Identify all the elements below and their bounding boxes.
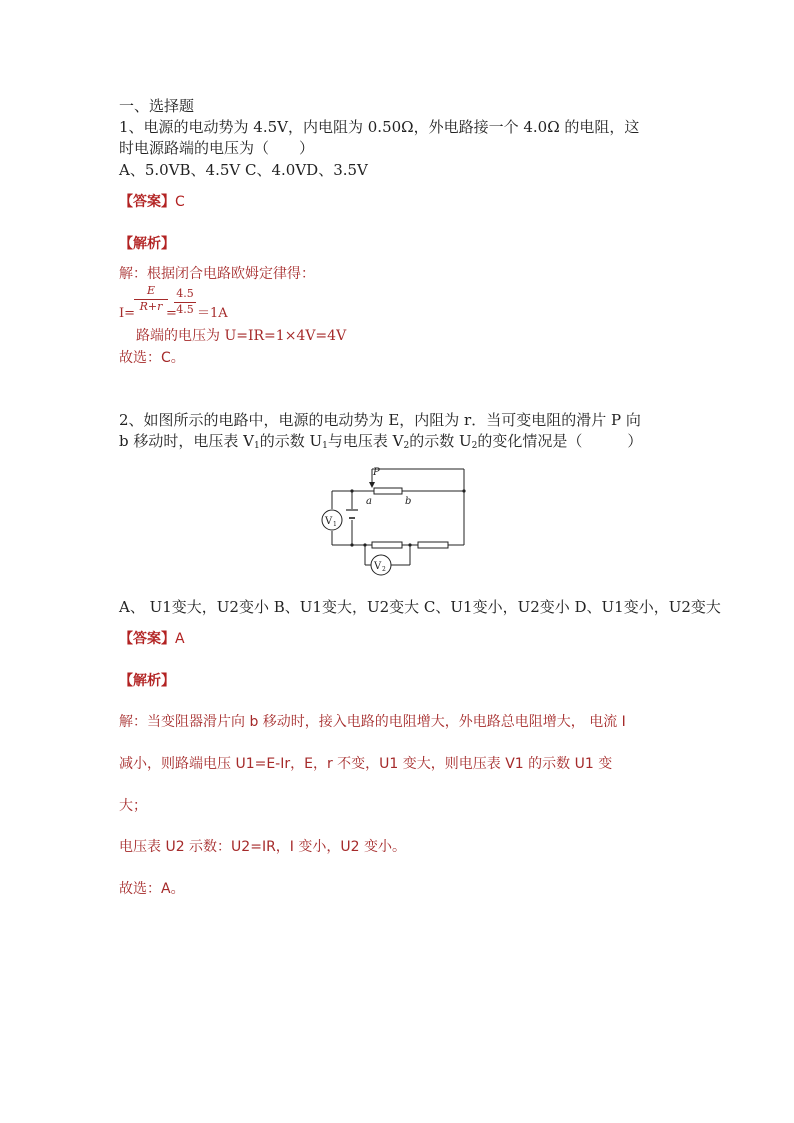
label-p: P: [373, 467, 380, 478]
q2-stem-text-c: 与电压表 V: [327, 432, 404, 450]
resistor-1: [372, 542, 402, 548]
q2-answer-label: 【答案】: [119, 631, 175, 647]
q2-sub-v2: 2: [403, 441, 410, 451]
q2-sub-u1: 1: [322, 441, 328, 451]
q1-answer-value: C: [175, 194, 185, 210]
resistor-2: [418, 542, 448, 548]
label-v1-sub: 1: [333, 521, 337, 528]
q2-solution-line2: 减小，则路端电压 U1=E-Ir，E，r 不变，U1 变大，则电压表 V1 的示数 U1 变: [119, 756, 613, 772]
q2-solution-line1: 解：当变阻器滑片向 b 移动时，接入电路的电阻增大，外电路总电阻增大， 电流 I: [119, 714, 626, 730]
q1-formula-eq: =: [166, 306, 177, 321]
circuit-diagram: [310, 462, 474, 580]
q2-stem-text-e: 的变化情况是（ ）: [477, 432, 643, 450]
q2-solution-line5: 故选：A。: [119, 881, 185, 897]
q2-answer-value: A: [175, 631, 185, 647]
q1-options: A、5.0VB、4.5V C、4.0VD、3.5V: [119, 161, 368, 179]
slider-arrow-icon: [369, 482, 375, 488]
q1-answer-label: 【答案】: [119, 194, 175, 210]
q2-stem-text-b: 的示数 U: [259, 432, 323, 450]
q1-analysis-label: [119, 234, 175, 254]
label-v1: V: [325, 516, 333, 527]
q2-solution-line3: 大；: [119, 798, 147, 814]
q1-frac2-denominator: 4.5: [176, 303, 194, 316]
q1-formula-result: ＝1A: [197, 306, 228, 321]
q2-stem-text-d: 的示数 U: [409, 432, 472, 450]
q1-stem-line1: 1、电源的电动势为 4.5V，内电阻为 0.50Ω，外电路接一个 4.0Ω 的电阻，这: [119, 118, 640, 136]
label-v2-sub: 2: [382, 566, 386, 573]
section-title: 一、选择题: [119, 97, 195, 115]
q1-solution-line1: 解：根据闭合电路欧姆定律得：: [119, 266, 315, 282]
q1-frac1-numerator: E: [146, 284, 156, 297]
label-a: a: [366, 496, 372, 507]
q2-stem-line2: [119, 431, 642, 451]
q2-stem-text-a: b 移动时，电压表 V: [119, 432, 254, 450]
label-b: b: [405, 496, 412, 507]
q2-stem-line1: 2、如图所示的电路中，电源的电动势为 E，内阻为 r．当可变电阻的滑片 P 向: [119, 411, 641, 429]
q1-frac1-denominator: R+r: [139, 300, 163, 313]
q1-analysis-label-text: 【解析】: [119, 236, 175, 252]
q2-sub-u2: 2: [471, 441, 478, 451]
q1-solution-line4: 故选：C。: [119, 350, 185, 366]
q1-formula-prefix: I=: [119, 306, 136, 321]
q2-sub-v1: 1: [253, 441, 260, 451]
q2-options: A、 U1变大，U2变小 B、U1变大，U2变大 C、U1变小，U2变小 D、U1变小，U2变大: [119, 598, 721, 616]
q1-solution-line3: 路端的电压为 U=IR=1×4V=4V: [136, 328, 347, 344]
q1-frac2-numerator: 4.5: [176, 287, 194, 300]
q2-answer: [119, 629, 185, 649]
variable-resistor: [374, 488, 402, 494]
label-v2: V: [374, 561, 382, 572]
q2-analysis-label: [119, 671, 175, 691]
q1-stem-line2: 时电源路端的电压为（ ）: [119, 139, 315, 157]
q2-analysis-label-text: 【解析】: [119, 673, 175, 689]
q2-solution-line4: 电压表 U2 示数：U2=IR，I 变小，U2 变小。: [119, 839, 406, 855]
q1-answer: [119, 192, 185, 212]
